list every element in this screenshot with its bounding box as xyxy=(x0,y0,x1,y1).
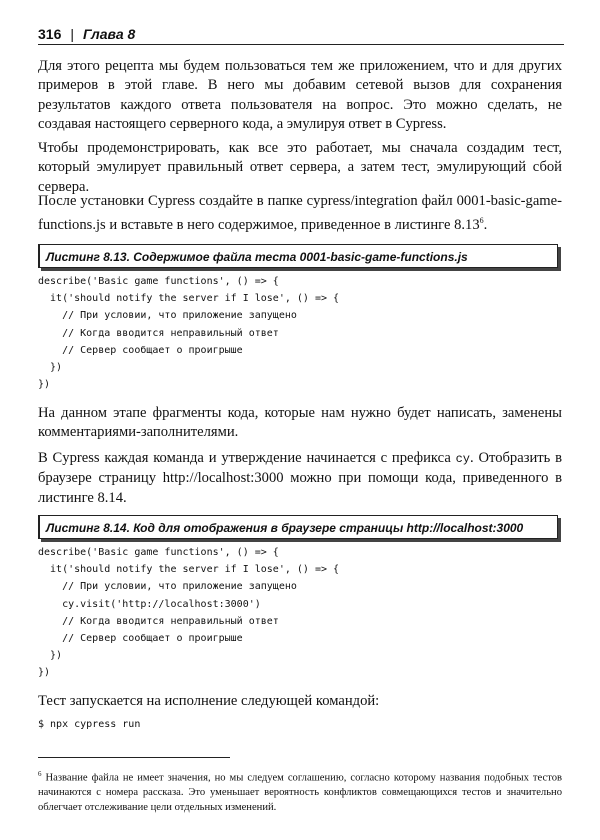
code-line: }) xyxy=(38,361,63,373)
inline-code-cy: cy xyxy=(455,452,471,466)
listing-8-14-code xyxy=(38,544,562,682)
listing-8-13-code xyxy=(38,273,562,393)
paragraph-placeholders: На данном этапе фрагменты кода, которые нам нужно будет написать, заменены комментариями-заполнителями. xyxy=(38,405,562,441)
running-head xyxy=(38,26,135,42)
code-line: }) xyxy=(38,650,63,662)
paragraph-intro: Для этого рецепта мы будем пользоваться тем же приложением, что и для других примеров в этой главе. В него мы добавим сетевой вызов для сохранения результатов каждого ответа пользователя на вопрос. Это можно сделать, не создавая настоящего серверного кода, а эмулируя ответ в Cypress. xyxy=(38,58,562,133)
code-line: }) xyxy=(38,379,51,391)
listing-8-13-caption: Листинг 8.13. Содержимое файла теста 0001-basic-game-functions.js xyxy=(38,244,558,268)
paragraph-cy-prefix-before: В Cypress каждая команда и утверждение начинается с префикса xyxy=(38,450,456,466)
code-line: }) xyxy=(38,667,51,679)
code-line: it('should notify the server if I lose', () => { xyxy=(38,293,340,305)
chapter-title: Глава 8 xyxy=(83,26,136,42)
paragraph-run-test: Тест запускается на исполнение следующей командой: xyxy=(38,693,380,709)
listing-8-14-caption: Листинг 8.14. Код для отображения в браузере страницы http://localhost:3000 xyxy=(38,515,558,539)
code-line: // Когда вводится неправильный ответ xyxy=(38,615,279,627)
code-line: // Сервер сообщает о проигрыше xyxy=(38,344,243,356)
footnote-mark: 6 xyxy=(38,770,42,778)
paragraph-setup-text: После установки Cypress создайте в папке cypress/integration файл 0001-basic-game-functions.js и вставьте в него содержимое, приведенное в листинге 8.13 xyxy=(38,193,562,234)
shell-command xyxy=(38,716,562,733)
code-line: // Когда вводится неправильный ответ xyxy=(38,327,279,339)
code-line: describe('Basic game functions', () => { xyxy=(38,276,279,287)
code-line: // При условии, что приложение запущено xyxy=(38,310,297,322)
code-line: cy.visit('http://localhost:3000') xyxy=(38,598,261,610)
code-line: it('should notify the server if I lose', () => { xyxy=(38,564,340,576)
footnote xyxy=(38,767,562,815)
header-rule xyxy=(38,44,564,45)
footnote-rule xyxy=(38,757,230,758)
code-line: describe('Basic game functions', () => { xyxy=(38,547,279,558)
code-line: // При условии, что приложение запущено xyxy=(38,581,297,593)
paragraph-cy-prefix xyxy=(38,449,562,508)
paragraph-demo: Чтобы продемонстрировать, как все это работает, мы сначала создадим тест, который эмулирует правильный ответ сервера, а затем тест, эмулирующий сбой сервера. xyxy=(38,140,562,195)
command-line: $ npx cypress run xyxy=(38,719,141,730)
paragraph-setup xyxy=(38,192,562,236)
footnote-reference: 6 xyxy=(479,216,484,226)
page-number: 316 xyxy=(38,26,62,42)
header-separator: | xyxy=(70,26,74,42)
footnote-text: Название файла не имеет значения, но мы следуем соглашению, согласно которому названия подобных тестов начинаются с номера рассказа. Это уменьшает вероятность конфликтов совмещающихся тестов и значительно облегчает отслеживание цели отдельных изменений. xyxy=(38,772,562,813)
paragraph-setup-end: . xyxy=(483,217,488,234)
code-line: // Сервер сообщает о проигрыше xyxy=(38,632,243,644)
paragraph-cy-prefix-after: . Отобразить в браузере страницу http://localhost:3000 можно при помощи кода, приведенного в листинге 8.14. xyxy=(38,450,562,506)
